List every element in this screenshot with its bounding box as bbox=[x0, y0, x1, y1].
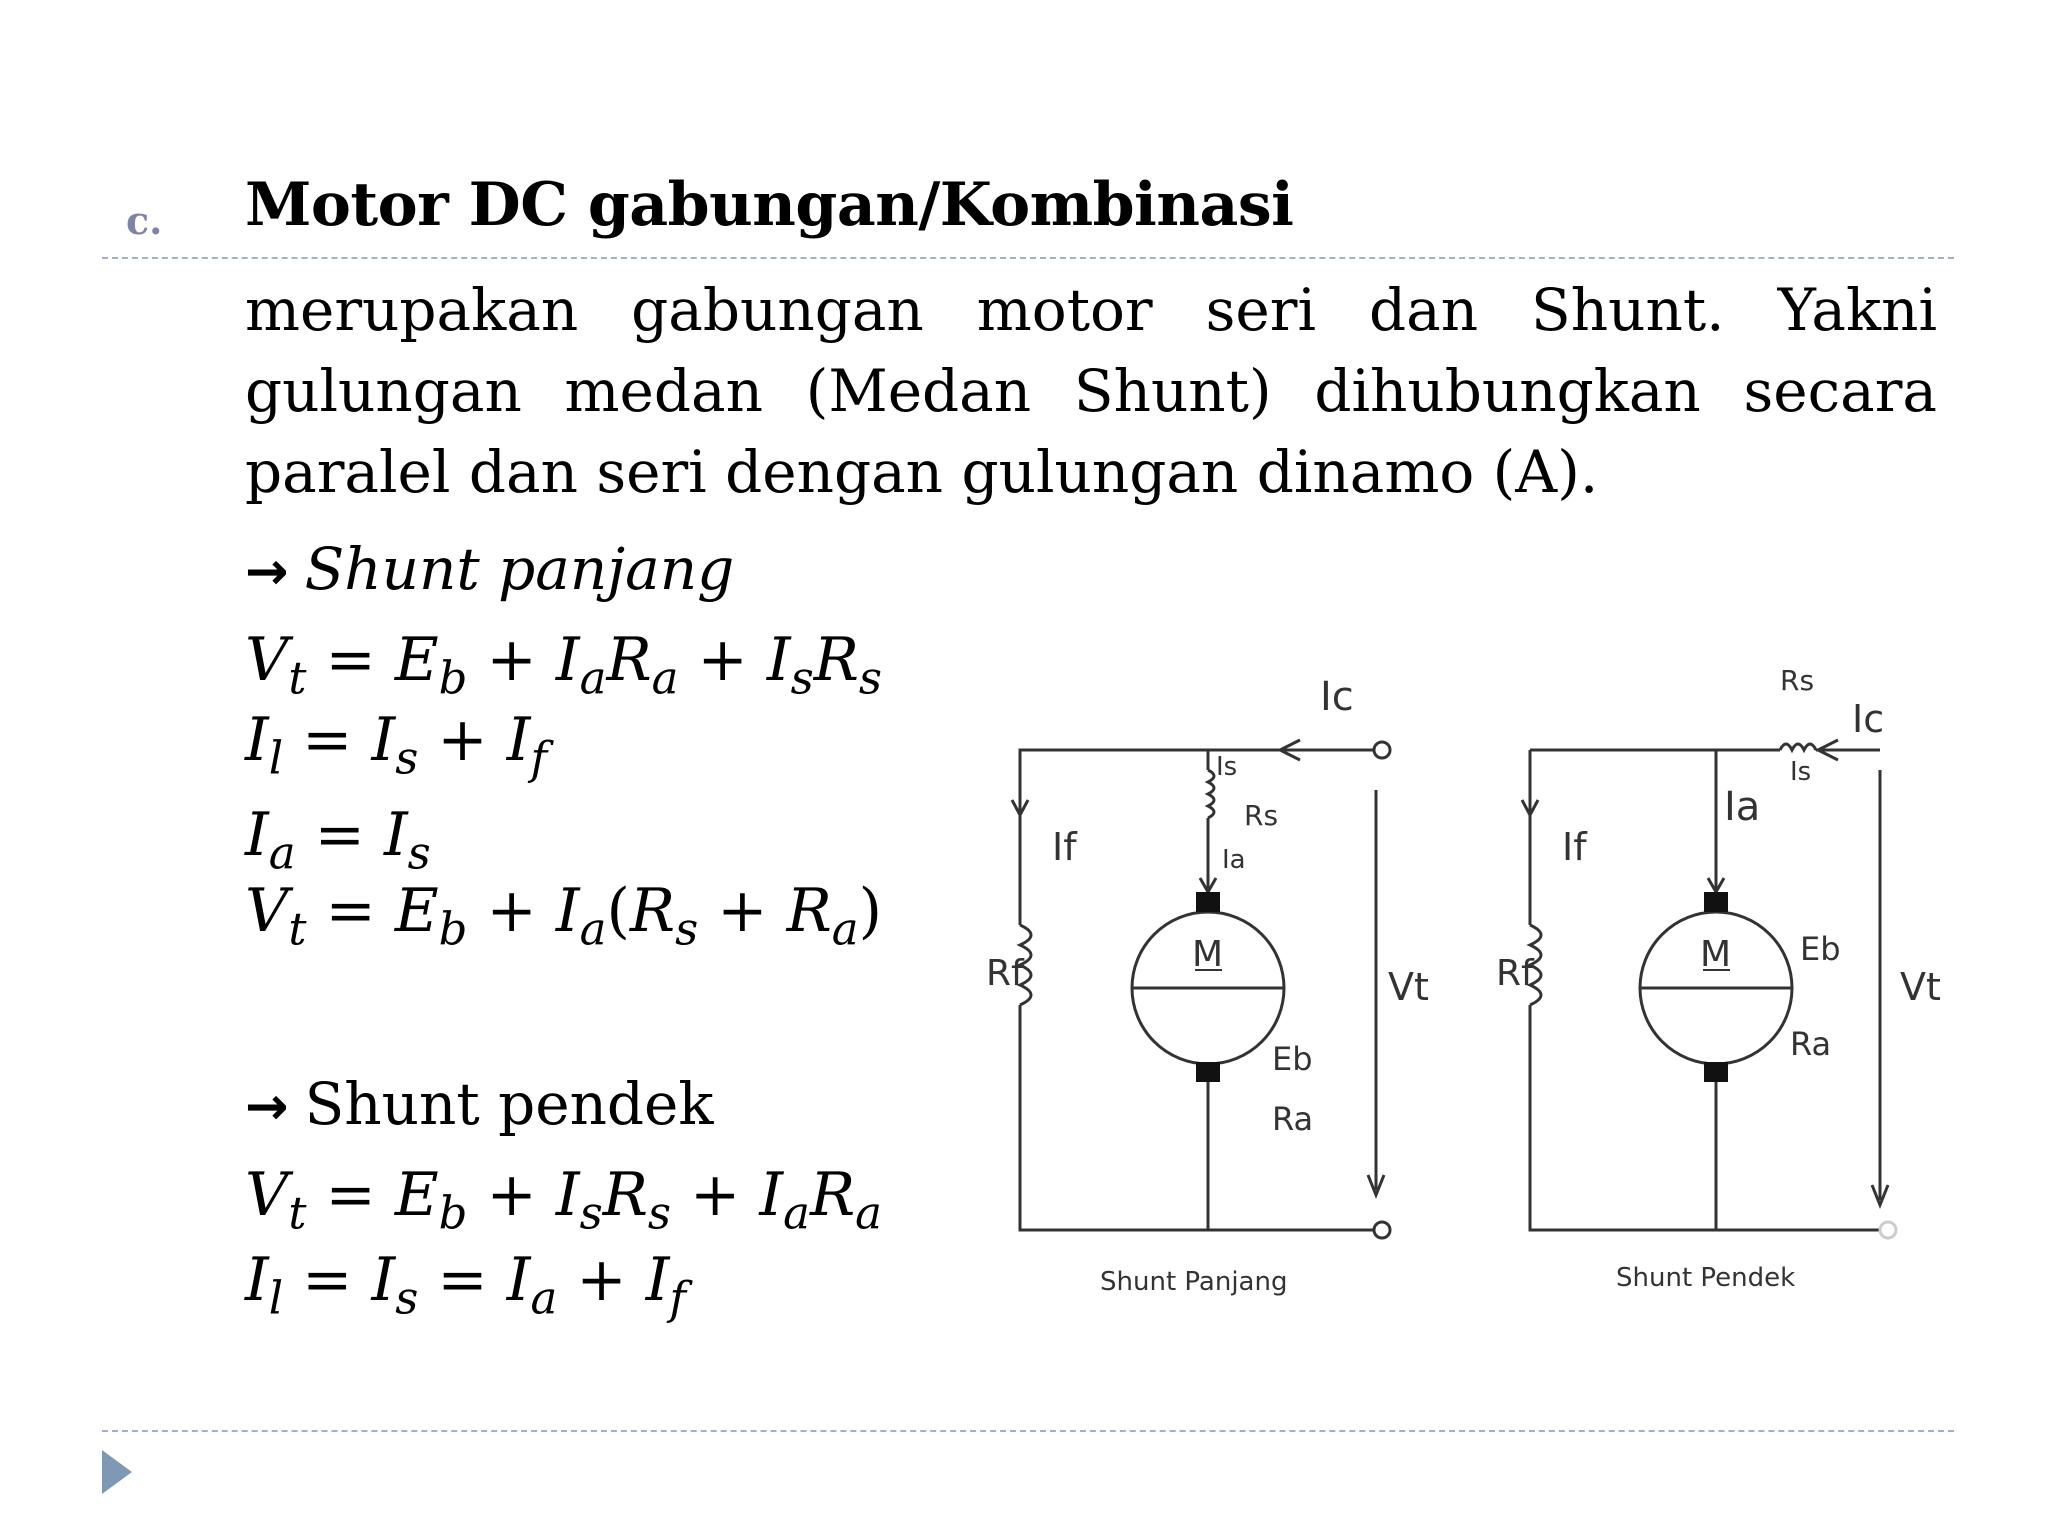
equation: $V_t = E_b + I_aR_a + I_sR_s$ bbox=[245, 625, 882, 705]
subheading-shunt-pendek bbox=[245, 1070, 714, 1138]
label-eb: Eb bbox=[1800, 930, 1841, 968]
brush-icon bbox=[1196, 1062, 1220, 1082]
brush-icon bbox=[1704, 892, 1728, 912]
terminal-icon bbox=[1880, 1222, 1896, 1238]
equation: $I_l = I_s = I_a + I_f$ bbox=[245, 1245, 687, 1325]
arrow-right-icon: → bbox=[245, 542, 289, 602]
brush-icon bbox=[1196, 892, 1220, 912]
label-ra: Ra bbox=[1272, 1100, 1314, 1138]
label-m: M bbox=[1700, 934, 1732, 975]
label-rf: Rf bbox=[986, 953, 1024, 994]
label-ia: Ia bbox=[1222, 845, 1246, 875]
label-ic: Ic bbox=[1320, 674, 1354, 720]
label-ic: Ic bbox=[1852, 697, 1885, 741]
circuit-shunt-panjang bbox=[1012, 740, 1390, 1238]
circuit-shunt-pendek bbox=[1522, 740, 1896, 1238]
bottom-divider bbox=[102, 1430, 1954, 1432]
label-is: Is bbox=[1216, 752, 1238, 782]
label-if: If bbox=[1562, 825, 1587, 869]
label-rf: Rf bbox=[1496, 953, 1534, 994]
brush-icon bbox=[1704, 1062, 1728, 1082]
label-vt: Vt bbox=[1900, 965, 1941, 1009]
rs-coil-icon bbox=[1780, 744, 1816, 750]
circuit-diagram bbox=[986, 660, 1980, 1310]
label-if: If bbox=[1052, 825, 1077, 869]
top-divider bbox=[102, 257, 1954, 259]
paragraph-line: merupakan gabungan motor seri dan Shunt. Yakni bbox=[245, 276, 1937, 344]
equation: $I_l = I_s + I_f$ bbox=[245, 705, 548, 785]
subheading-label: Shunt pendek bbox=[304, 1070, 714, 1138]
subheading-shunt-panjang bbox=[245, 535, 734, 603]
caption-shunt-panjang: Shunt Panjang bbox=[1100, 1267, 1288, 1297]
subheading-label: Shunt panjang bbox=[304, 535, 735, 603]
label-ra: Ra bbox=[1790, 1025, 1832, 1063]
terminal-icon bbox=[1374, 742, 1390, 758]
paragraph-line: gulungan medan (Medan Shunt) dihubungkan secara bbox=[245, 357, 1937, 425]
equation: $V_t = E_b + I_sR_s + I_aR_a$ bbox=[245, 1160, 882, 1240]
label-rs: Rs bbox=[1244, 799, 1279, 832]
rs-coil-icon bbox=[1208, 770, 1214, 818]
label-m: M bbox=[1192, 934, 1224, 975]
caption-shunt-pendek: Shunt Pendek bbox=[1616, 1263, 1796, 1293]
label-rs: Rs bbox=[1780, 664, 1815, 697]
slide-heading: Motor DC gabungan/Kombinasi bbox=[245, 170, 1294, 240]
paragraph-line: paralel dan seri dengan gulungan dinamo (A). bbox=[245, 438, 1599, 506]
equation: $I_a = I_s$ bbox=[245, 800, 431, 880]
bullet-marker: c. bbox=[126, 198, 163, 243]
label-vt: Vt bbox=[1388, 965, 1429, 1009]
equation: $V_t = E_b + I_a(R_s + R_a)$ bbox=[245, 876, 883, 956]
terminal-icon bbox=[1374, 1222, 1390, 1238]
label-ia: Ia bbox=[1724, 784, 1761, 830]
play-triangle-icon[interactable] bbox=[102, 1450, 132, 1494]
label-eb: Eb bbox=[1272, 1040, 1313, 1078]
arrow-right-icon: → bbox=[245, 1077, 289, 1137]
label-is: Is bbox=[1790, 757, 1812, 787]
description-paragraph bbox=[245, 270, 1937, 513]
wire bbox=[1020, 1005, 1374, 1230]
